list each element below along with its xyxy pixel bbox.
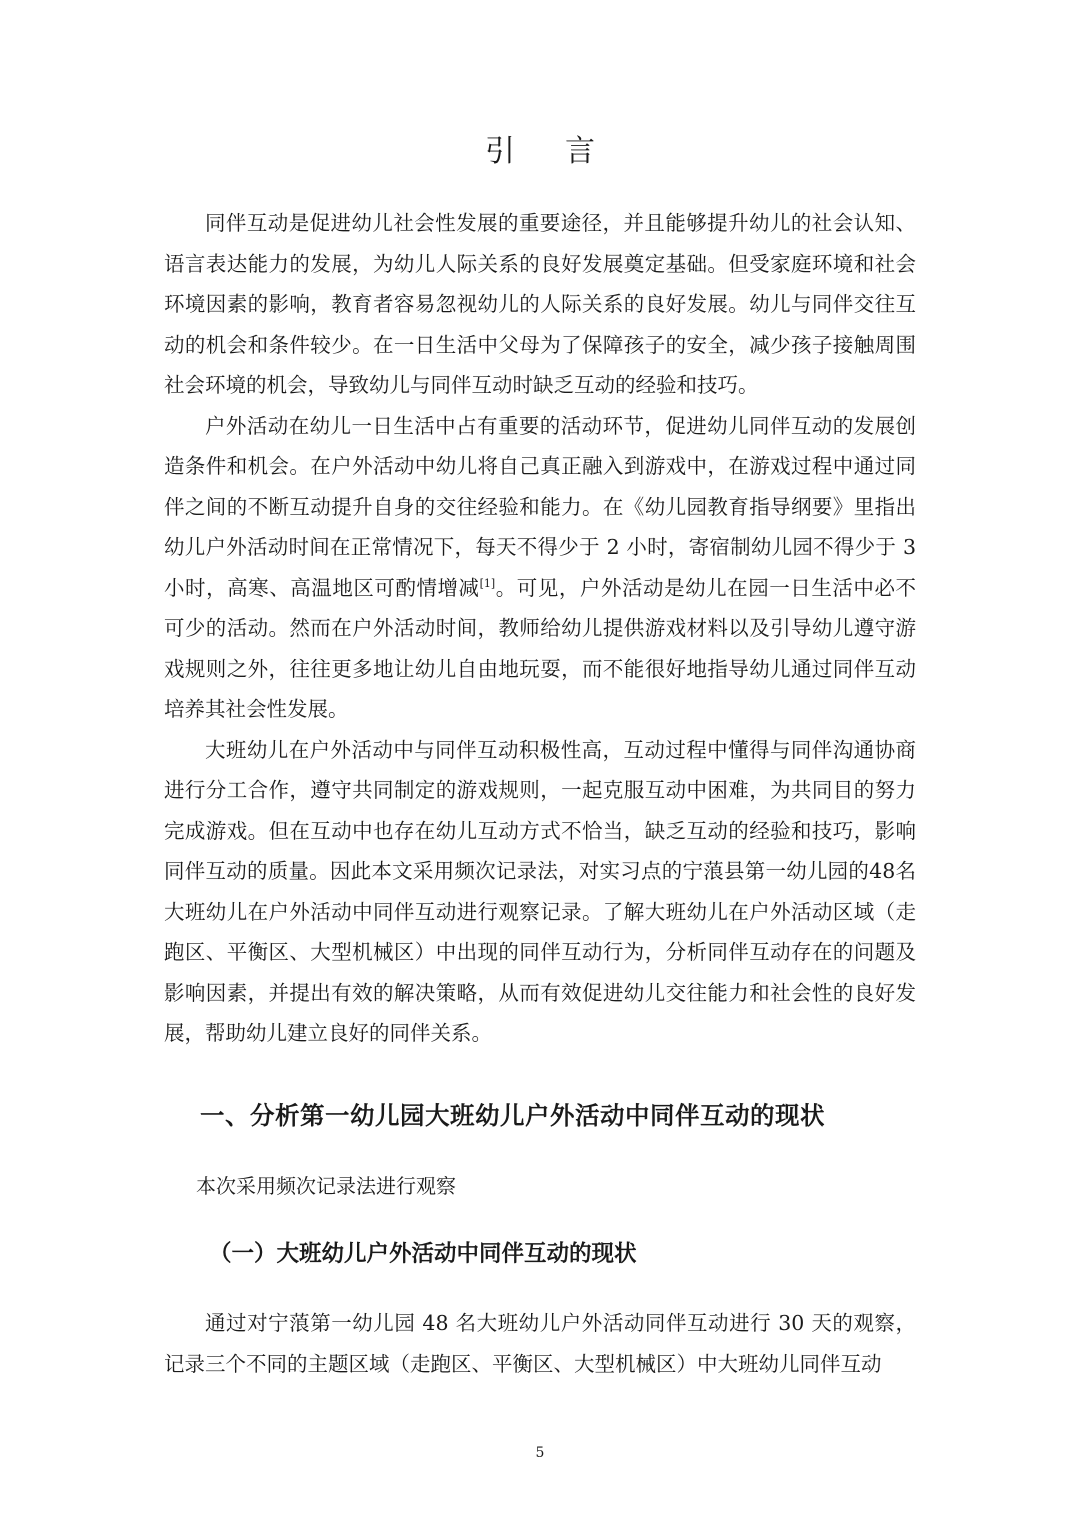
intro-paragraph-1: 同伴互动是促进幼儿社会性发展的重要途径，并且能够提升幼儿的社会认知、语言表达能力的发展，为幼儿人际关系的良好发展奠定基础。但受家庭环境和社会环境因素的影响，教育者容易忽视幼儿的人际关系的良好发展。幼儿与同伴交往互动的机会和条件较少。在一日生活中父母为了保障孩子的安全，减少孩子接触周围社会环境的机会，导致幼儿与同伴互动时缺乏互动的经验和技巧。: [164, 211, 916, 397]
section-heading: 一、分析第一幼儿园大班幼儿户外活动中同伴互动的现状: [200, 1101, 825, 1130]
subsection-paragraph: 通过对宁蒗第一幼儿园 48 名大班幼儿户外活动同伴互动进行 30 天的观察，记录三个不同的主题区域（走跑区、平衡区、大型机械区）中大班幼儿同伴互动: [164, 1311, 916, 1376]
intro-paragraph-2-text-after-citation: 。可见，户外活动是幼儿在园一日生活中必不可少的活动。然而在户外活动时间，教师给幼儿提供游戏材料以及引导幼儿遵守游戏规则之外，往往更多地让幼儿自由地玩耍，而不能很好地指导幼儿通过同伴互动培养其社会性发展。: [164, 575, 917, 721]
subsection-body: [164, 1303, 916, 1384]
intro-paragraph-3: 大班幼儿在户外活动中与同伴互动积极性高，互动过程中懂得与同伴沟通协商进行分工合作，遵守共同制定的游戏规则，一起克服互动中困难，为共同目的努力完成游戏。但在互动中也存在幼儿互动方式不恰当，缺乏互动的经验和技巧，影响同伴互动的质量。因此本文采用频次记录法，对实习点的宁蒗县第一幼儿园的48名大班幼儿在户外活动中同伴互动进行观察记录。了解大班幼儿在户外活动区域（走跑区、平衡区、大型机械区）中出现的同伴互动行为，分析同伴互动存在的问题及影响因素，并提出有效的解决策略，从而有效促进幼儿交往能力和社会性的良好发展，帮助幼儿建立良好的同伴关系。: [164, 737, 916, 1045]
introduction-body: [164, 203, 916, 1054]
page-title: 引言: [485, 134, 645, 169]
intro-paragraph-2: [164, 406, 916, 730]
citation-reference: [1]: [479, 576, 496, 590]
page-number: 5: [535, 1445, 545, 1461]
intro-paragraph-2-text-before-citation: 户外活动在幼儿一日生活中占有重要的活动环节，促进幼儿同伴互动的发展创造条件和机会。在户外活动中幼儿将自己真正融入到游戏中，在游戏过程中通过同伴之间的不断互动提升自身的交往经验和能力。在《幼儿园教育指导纲要》里指出幼儿户外活动时间在正常情况下，每天不得少于 2 小时，寄宿制幼儿园不得少于 3 小时，高寒、高温地区可酌情增减: [164, 413, 916, 600]
subsection-heading: （一）大班幼儿户外活动中同伴互动的现状: [209, 1241, 637, 1267]
section-note: 本次采用频次记录法进行观察: [196, 1174, 456, 1198]
